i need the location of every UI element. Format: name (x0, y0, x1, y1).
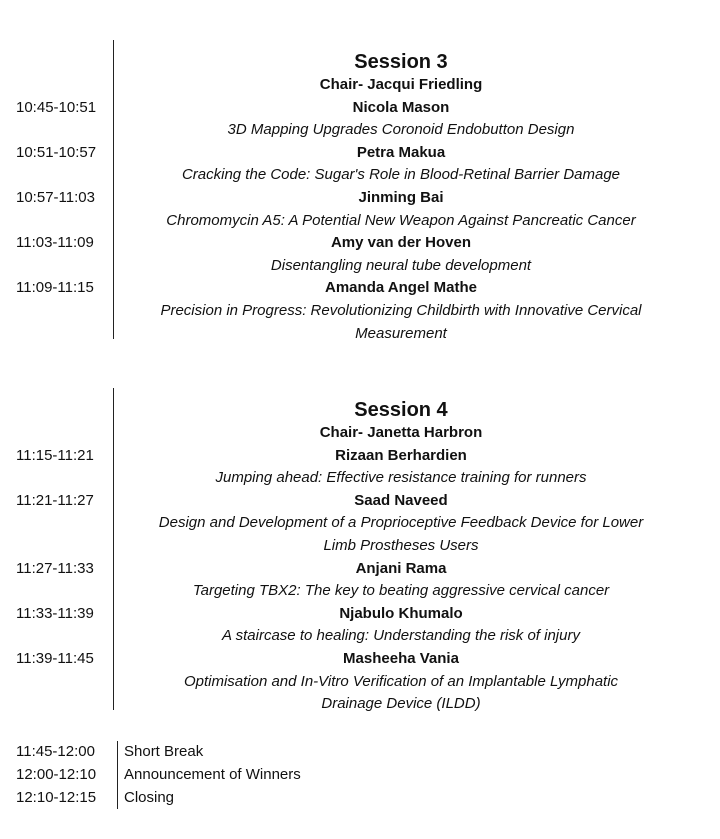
talk-title-row (0, 210, 720, 232)
closing-time: 12:00-12:10 (16, 765, 97, 783)
session-title: Session 4 (354, 399, 448, 421)
talk-title: Disentangling neural tube development (270, 256, 532, 274)
talk-time: 10:57-11:03 (16, 189, 95, 206)
talk-title: 3D Mapping Upgrades Coronoid Endobutton Design (227, 121, 575, 139)
talk-speaker-row (0, 603, 720, 625)
column-divider (113, 388, 114, 710)
talk-title-row (0, 580, 720, 602)
talk-title: Jumping ahead: Effective resistance training for runners (215, 469, 587, 487)
talk-title: Targeting TBX2: The key to beating aggressive cervical cancer (192, 582, 610, 600)
talk-speaker-row (0, 277, 720, 299)
talk-title-row (0, 119, 720, 141)
talk-title-row (0, 512, 720, 534)
talk-speaker: Saad Naveed (354, 491, 448, 509)
talk-title: Chromomycin A5: A Potential New Weapon Against Pancreatic Cancer (166, 211, 636, 229)
talk-speaker-row (0, 558, 720, 580)
closing-time: 12:10-12:15 (16, 788, 97, 806)
talk-speaker: Jinming Bai (358, 189, 444, 206)
talk-title-row (0, 255, 720, 277)
session4-chair-row (0, 422, 720, 444)
talk-time: 11:39-11:45 (16, 650, 94, 667)
talk-speaker-row (0, 97, 720, 119)
talk-speaker-row (0, 490, 720, 512)
talk-speaker: Anjani Rama (355, 559, 447, 577)
closing-label: Short Break (124, 743, 204, 760)
talk-speaker: Rizaan Berhardien (335, 446, 467, 464)
talk-speaker: Amanda Angel Mathe (325, 279, 477, 297)
talk-speaker-row (0, 187, 720, 209)
session-chair: Chair- Janetta Harbron (319, 424, 483, 441)
talk-title: Precision in Progress: Revolutionizing Childbirth with Innovative Cervical (160, 302, 642, 319)
talk-title-row (0, 535, 720, 557)
closing-label: Announcement of Winners (124, 765, 301, 783)
talk-time: 11:27-11:33 (16, 559, 94, 577)
talk-time: 11:15-11:21 (16, 446, 94, 464)
talk-speaker-row (0, 142, 720, 164)
session3-title-row (0, 48, 720, 76)
talk-time: 11:21-11:27 (16, 491, 94, 509)
talk-title: Drainage Device (ILDD) (321, 695, 481, 713)
talk-title-row (0, 671, 720, 693)
session3-chair-row (0, 74, 720, 96)
talk-time: 11:03-11:09 (16, 234, 94, 252)
session-chair: Chair- Jacqui Friedling (319, 76, 483, 93)
talk-speaker: Masheeha Vania (343, 650, 459, 667)
session4-title-row (0, 396, 720, 424)
session-title: Session 3 (354, 51, 448, 73)
talk-speaker: Petra Makua (356, 143, 446, 161)
talk-title-row (0, 323, 720, 345)
closing-label: Closing (124, 788, 175, 806)
talk-speaker-row (0, 232, 720, 254)
talk-title-row (0, 693, 720, 715)
closing-time: 11:45-12:00 (16, 743, 95, 760)
talk-speaker-row (0, 648, 720, 670)
talk-speaker: Amy van der Hoven (330, 234, 472, 252)
talk-title-row (0, 467, 720, 489)
talk-title-row (0, 164, 720, 186)
talk-time: 11:33-11:39 (16, 604, 94, 622)
talk-title: Limb Prostheses Users (323, 537, 479, 554)
talk-time: 11:09-11:15 (16, 279, 94, 297)
talk-speaker-row (0, 445, 720, 467)
column-divider (117, 741, 118, 809)
talk-title-row (0, 625, 720, 647)
talk-speaker: Njabulo Khumalo (339, 604, 463, 622)
talk-title: Measurement (355, 324, 447, 342)
talk-time: 10:51-10:57 (16, 143, 97, 161)
talk-title: Optimisation and In-Vitro Verification of an Implantable Lymphatic (183, 672, 619, 690)
column-divider (113, 40, 114, 339)
talk-title: Design and Development of a Proprioceptive Feedback Device for Lower (158, 514, 644, 532)
talk-title: A staircase to healing: Understanding the risk of injury (222, 627, 580, 645)
talk-title: Cracking the Code: Sugar's Role in Blood-Retinal Barrier Damage (181, 166, 621, 184)
talk-title-row (0, 300, 720, 322)
talk-time: 10:45-10:51 (16, 98, 97, 116)
talk-speaker: Nicola Mason (352, 98, 450, 116)
